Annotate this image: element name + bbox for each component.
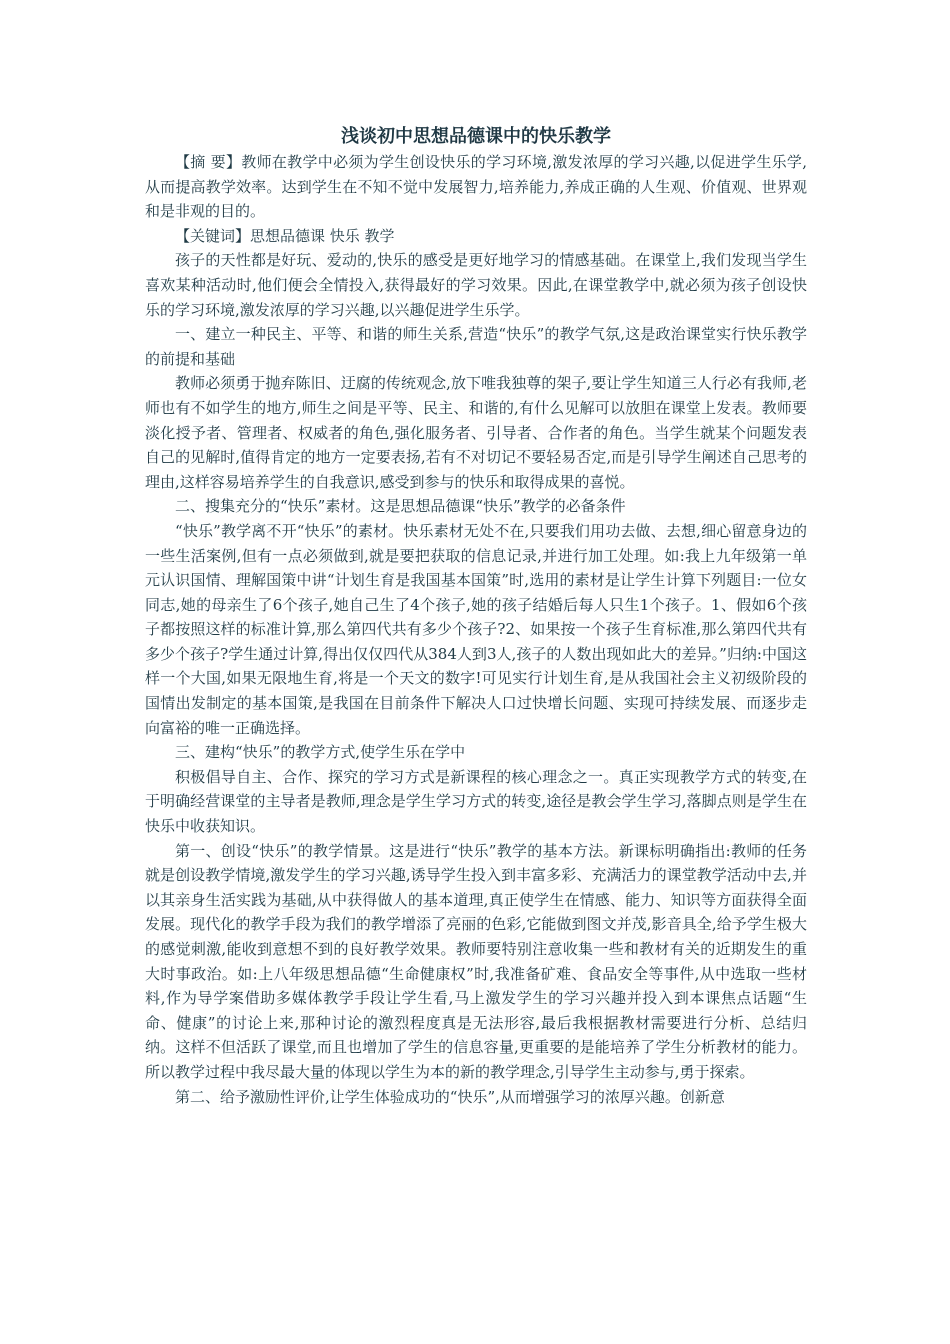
document-title: 浅谈初中思想品德课中的快乐教学 [341,126,611,147]
section-heading-3: 三、建构“快乐”的教学方式,使学生乐在学中 [175,743,466,762]
body-paragraph: 积极倡导自主、合作、探究的学习方式是新课程的核心理念之一。真正实现教学方式的转变,在于明确经营课堂的主导者是教师,理念是学生学习方式的转变,途径是教会学生学习,落脚点则是学生在快乐中收获知识。 [145,767,807,836]
body-paragraph: 第二、给予激励性评价,让学生体验成功的“快乐”,从而增强学习的浓厚兴趣。创新意 [175,1087,725,1106]
body-paragraph: 教师必须勇于抛弃陈旧、迂腐的传统观念,放下唯我独尊的架子,要让学生知道三人行必有我师,老师也有不如学生的地方,师生之间是平等、民主、和谐的,有什么见解可以放胆在课堂上发表。教师要淡化授予者、管理者、权威者的角色,强化服务者、引导者、合作者的角色。当学生就某个问题发表自己的见解时,值得肯定的地方一定要表扬,若有不对切记不要轻易否定,而是引导学生阐述自己思考的理由,这样容易培养学生的自我意识,感受到参与的快乐和取得成果的喜悦。 [145,374,807,491]
intro-paragraph: 孩子的天性都是好玩、爱动的,快乐的感受是更好地学习的情感基础。在课堂上,我们发现当学生喜欢某种活动时,他们便会全情投入,获得最好的学习效果。因此,在课堂教学中,就必须为孩子创设快乐的学习环境,激发浓厚的学习兴趣,以兴趣促进学生乐学。 [145,251,807,319]
abstract-paragraph: 【摘 要】教师在教学中必须为学生创设快乐的学习环境,激发浓厚的学习兴趣,以促进学生乐学,从而提高教学效率。达到学生在不知不觉中发展智力,培养能力,养成正确的人生观、价值观、世界观和是非观的目的。 [145,153,807,221]
document-page [145,124,807,1109]
body-paragraph: “快乐”教学离不开“快乐”的素材。快乐素材无处不在,只要我们用功去做、去想,细心留意身边的一些生活案例,但有一点必须做到,就是要把获取的信息记录,并进行加工处理。如:我上九年级第一单元认识国情、理解国策中讲“计划生育是我国基本国策”时,选用的素材是让学生计算下列题目:一位女同志,她的母亲生了6个孩子,她自己生了4个孩子,她的孩子结婚后每人只生1个孩子。1、假如6个孩子都按照这样的标准计算,那么第四代共有多少个孩子?2、如果按一个孩子生育标准,那么第四代共有多少个孩子?学生通过计算,得出仅仅四代从384人到3人,孩子的人数出现如此大的差异。”归纳:中国这样一个大国,如果无限地生育,将是一个天文的数字!可见实行计划生育,是从我国社会主义初级阶段的国情出发制定的基本国策,是我国在目前条件下解决人口过快增长问题、实现可持续发展、而逐步走向富裕的唯一正确选择。 [145,521,807,737]
section-heading-1: 一、建立一种民主、平等、和谐的师生关系,营造“快乐”的教学气氛,这是政治课堂实行快乐教学的前提和基础 [145,325,807,368]
keywords-paragraph: 【关键词】思想品德课 快乐 教学 [175,226,395,245]
section-heading-2: 二、搜集充分的“快乐”素材。这是思想品德课“快乐”教学的必备条件 [175,497,626,516]
body-paragraph: 第一、创设“快乐”的教学情景。这是进行“快乐”教学的基本方法。新课标明确指出:教师的任务就是创设教学情境,激发学生的学习兴趣,诱导学生投入到丰富多彩、充满活力的课堂教学活动中去,并以其亲身生活实践为基础,从中获得做人的基本道理,真正使学生在情感、能力、知识等方面获得全面发展。现代化的教学手段为我们的教学增添了亮丽的色彩,它能做到图文并茂,影音具全,给予学生极大的感觉刺激,能收到意想不到的良好教学效果。教师要特别注意收集一些和教材有关的近期发生的重大时事政治。如:上八年级思想品德“生命健康权”时,我准备矿难、食品安全等事件,从中选取一些材料,作为导学案借助多媒体教学手段让学生看,马上激发学生的学习兴趣并投入到本课焦点话题“生命、健康”的讨论上来,那种讨论的激烈程度真是无法形容,最后我根据教材需要进行分析、总结归纳。这样不但活跃了课堂,而且也增加了学生的信息容量,更重要的是能培养了学生分析教材的能力。所以教学过程中我尽最大量的体现以学生为本的新的教学理念,引导学生主动参与,勇于探索。 [145,841,807,1081]
